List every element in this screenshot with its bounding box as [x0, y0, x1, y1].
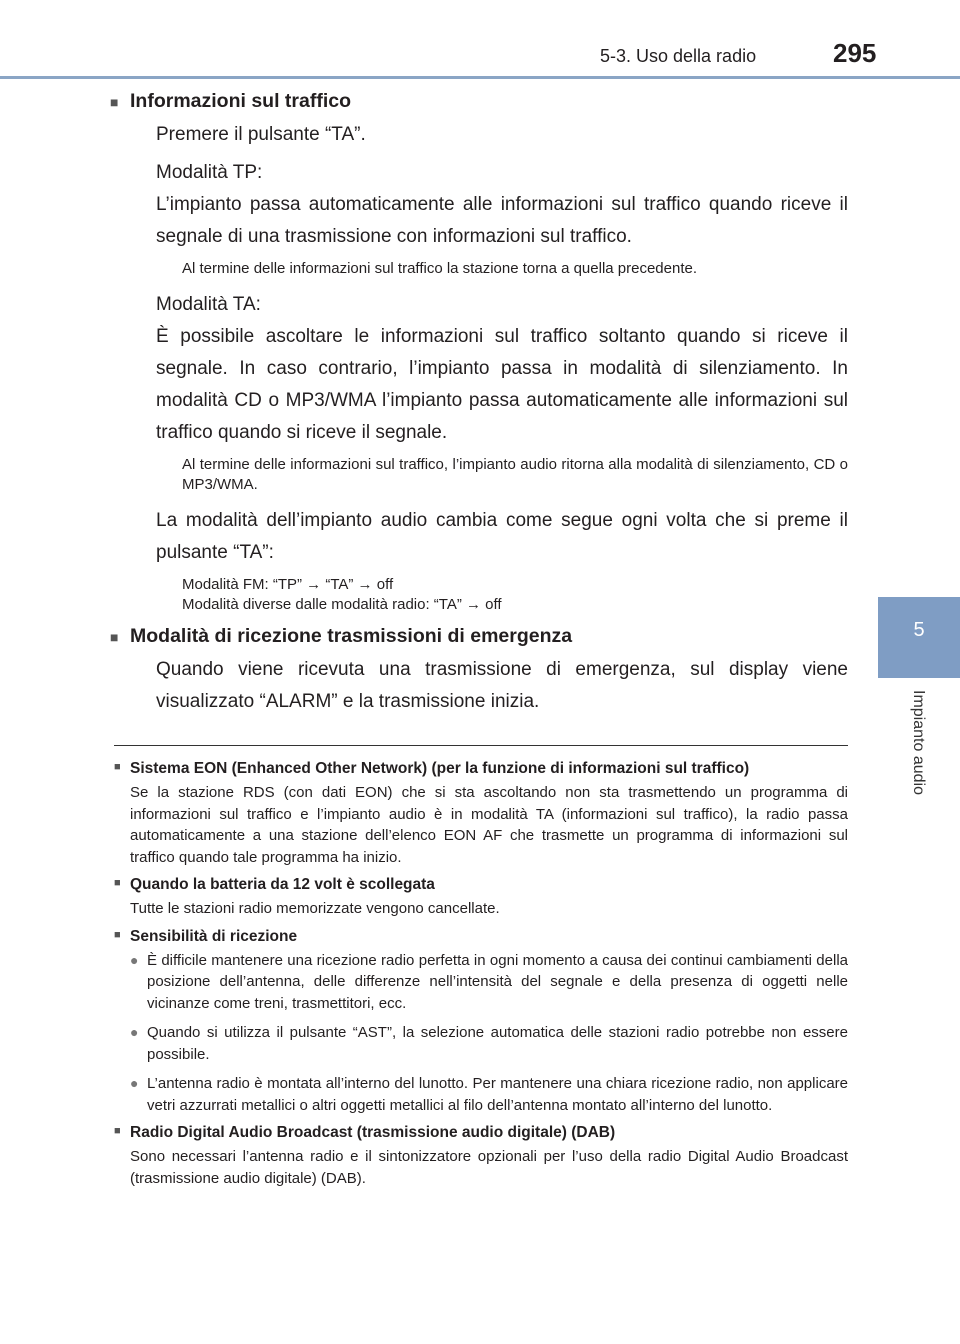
ta-mode-text: È possibile ascoltare le informazioni sul traffico soltanto quando si riceve il segnale. In caso contrario, l’impianto passa in modalità di silenziamento. In modalità CD o MP3/WMA l’impianto passa automaticamente alle informazioni sul traffico quando si riceve il segnale. — [156, 326, 848, 443]
sensitivity-heading: ■ Sensibilità di ricezione — [114, 928, 848, 946]
cycle-other: Modalità diverse dalle modalità radio: “TA” → off — [182, 596, 502, 613]
tp-mode-text: L’impianto passa automaticamente alle informazioni sul traffico quando riceve il segnale di una trasmissione con informazioni sul traffico. — [156, 194, 848, 247]
dab-heading: ■ Radio Digital Audio Broadcast (trasmissione audio digitale) (DAB) — [114, 1124, 848, 1142]
eon-text: Se la stazione RDS (con dati EON) che si sta ascoltando non sta trasmettendo un programma di informazioni sul traffico e l’impianto audio è in modalità TA (informazioni sul traffico), la radio passa automaticamente a una stazione dell’elenco EON AF che trasmette un programma di informazioni sul traffico quando tale programma ha inizio. — [130, 784, 848, 866]
emergency-heading: ■ Modalità di ricezione trasmissioni di emergenza — [114, 625, 848, 648]
ta-note: Al termine delle informazioni sul traffico, l’impianto audio ritorna alla modalità di silenziamento, CD o MP3/WMA. — [182, 456, 848, 493]
tp-mode-title: Modalità TP: — [156, 162, 263, 183]
notes-divider — [114, 745, 848, 746]
main-content — [114, 90, 848, 724]
cycle-text: La modalità dell’impianto audio cambia come segue ogni volta che si preme il pulsante “TA”: — [156, 510, 848, 563]
chapter-tab — [878, 597, 960, 678]
dab-text: Sono necessari l’antenna radio e il sintonizzatore opzionali per l’uso della radio Digital Audio Broadcast (trasmissione audio digitale) (DAB). — [130, 1148, 848, 1187]
tp-note: Al termine delle informazioni sul traffico la stazione torna a quella precedente. — [182, 260, 698, 277]
eon-heading: ■ Sistema EON (Enhanced Other Network) (per la funzione di informazioni sul traffico) — [114, 760, 848, 778]
cycle-fm: Modalità FM: “TP” → “TA” → off — [182, 576, 394, 593]
sensitivity-bullet: ● È difficile mantenere una ricezione radio perfetta in ogni momento a causa dei continui cambiamenti della posizione dell’antenna, delle differenze nell’intensità del segnale e della presenza di oggetti nelle vicinanze come treni, trasmettitori, ecc. — [130, 950, 848, 1015]
traffic-instruction: Premere il pulsante “TA”. — [156, 124, 366, 145]
notes-section — [114, 760, 848, 1197]
chapter-number: 5 — [913, 619, 925, 641]
sensitivity-bullet: ● L’antenna radio è montata all’interno del lunotto. Per mantenere una chiara ricezione radio, non applicare vetri azzurrati metallici o altri oggetti metallici al filo dell’antenna montato all’interno del lunotto. — [130, 1073, 848, 1116]
sensitivity-bullet: ● Quando si utilizza il pulsante “AST”, la selezione automatica delle stazioni radio potrebbe non essere possibile. — [130, 1022, 848, 1065]
battery-text: Tutte le stazioni radio memorizzate vengono cancellate. — [130, 900, 500, 917]
emergency-text: Quando viene ricevuta una trasmissione di emergenza, sul display viene visualizzato “ALARM” e la trasmissione inizia. — [156, 659, 848, 712]
header-rule — [0, 76, 960, 79]
section-title: 5-3. Uso della radio — [600, 46, 757, 66]
traffic-heading: ■ Informazioni sul traffico — [114, 90, 848, 113]
page-number: 295 — [833, 38, 877, 68]
ta-mode-title: Modalità TA: — [156, 294, 261, 315]
chapter-label: Impianto audio — [910, 690, 927, 795]
battery-heading: ■ Quando la batteria da 12 volt è scollegata — [114, 876, 848, 894]
